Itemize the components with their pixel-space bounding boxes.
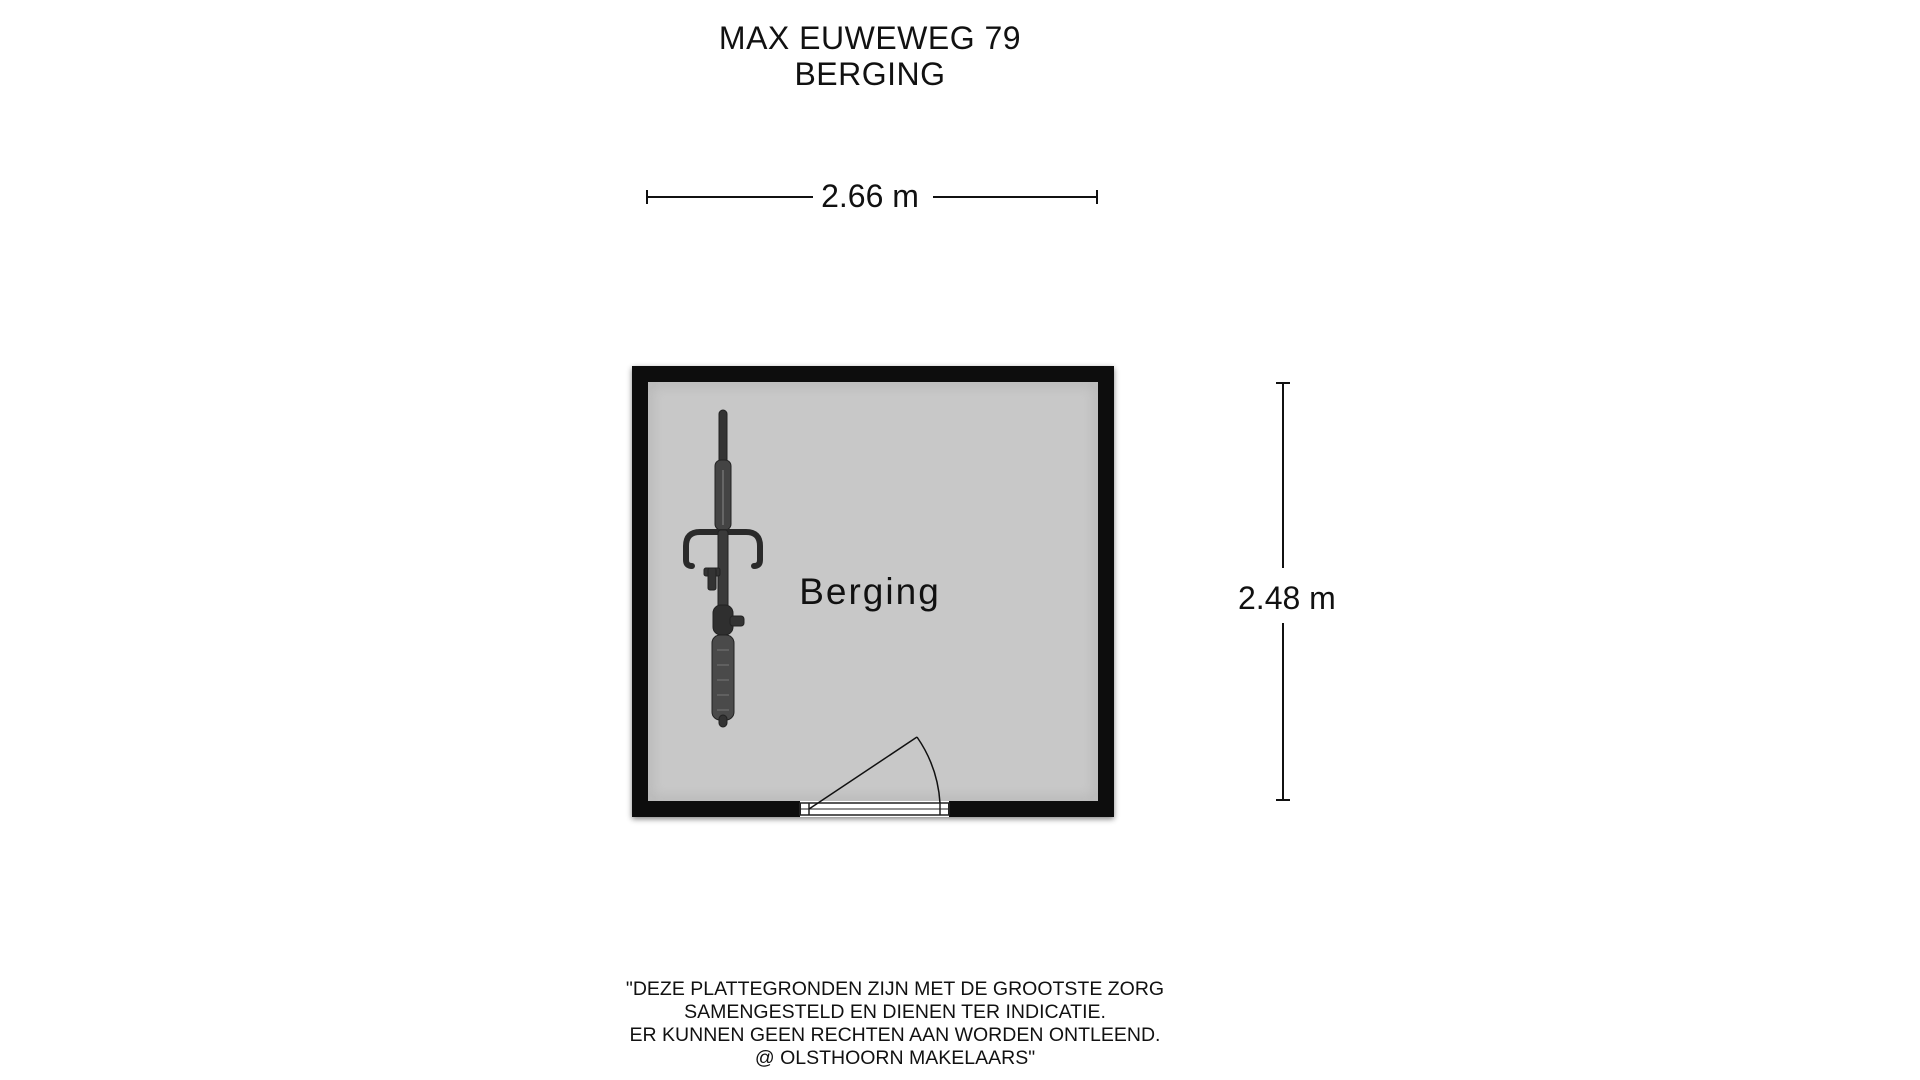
disclaimer-text [0,978,1790,1070]
disclaimer-line: ER KUNNEN GEEN RECHTEN AAN WORDEN ONTLEEND. [629,1024,1161,1046]
room-label: Berging [799,571,941,612]
plan-subtitle: BERGING [794,56,946,92]
disclaimer-line: "DEZE PLATTEGRONDEN ZIJN MET DE GROOTSTE ZORG [625,978,1165,1000]
disclaimer-line: @ OLSTHOORN MAKELAARS" [754,1047,1036,1069]
plan-title: MAX EUWEWEG 79 [718,20,1022,56]
width-dimension-label: 2.66 m [821,178,919,214]
height-dimension-label: 2.48 m [1236,574,1338,623]
disclaimer-line: SAMENGESTELD EN DIENEN TER INDICATIE. [684,1001,1106,1023]
